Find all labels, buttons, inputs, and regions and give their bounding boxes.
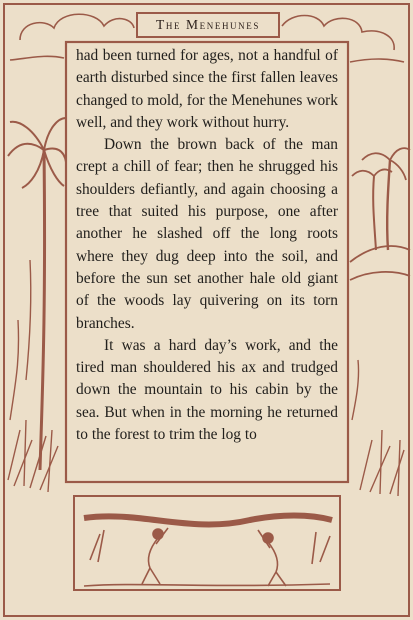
bottom-illustration-frame <box>74 496 340 590</box>
paragraph-1: had been turned for ages, not a handful of earth disturbed since the first fallen leaves changed to mold, for the Menehunes work well, and they work without hurry. <box>76 47 338 131</box>
chapter-title: The Menehunes <box>156 17 260 32</box>
paragraph-2: Down the brown back of the man crept a chill of fear; then he shrugged his shoulders defiantly, and again choosing a tree that suited his purpose, one after another he slashed off the long roots where they dug deep into the soil, and before the sun set another hale old giant of the woods lay quivering on its torn branches. <box>76 136 338 332</box>
left-grass <box>8 260 58 492</box>
right-grass <box>352 360 404 496</box>
right-palm-trees <box>350 148 410 280</box>
running-header <box>136 12 280 38</box>
body-text <box>76 45 338 475</box>
paragraph-3: It was a hard day’s work, and the tired man shouldered his ax and trudged down the mountain to his cabin by the sea. But when in the morning he returned to the forest to trim the log to <box>76 336 338 444</box>
left-palm-tree <box>8 118 66 470</box>
